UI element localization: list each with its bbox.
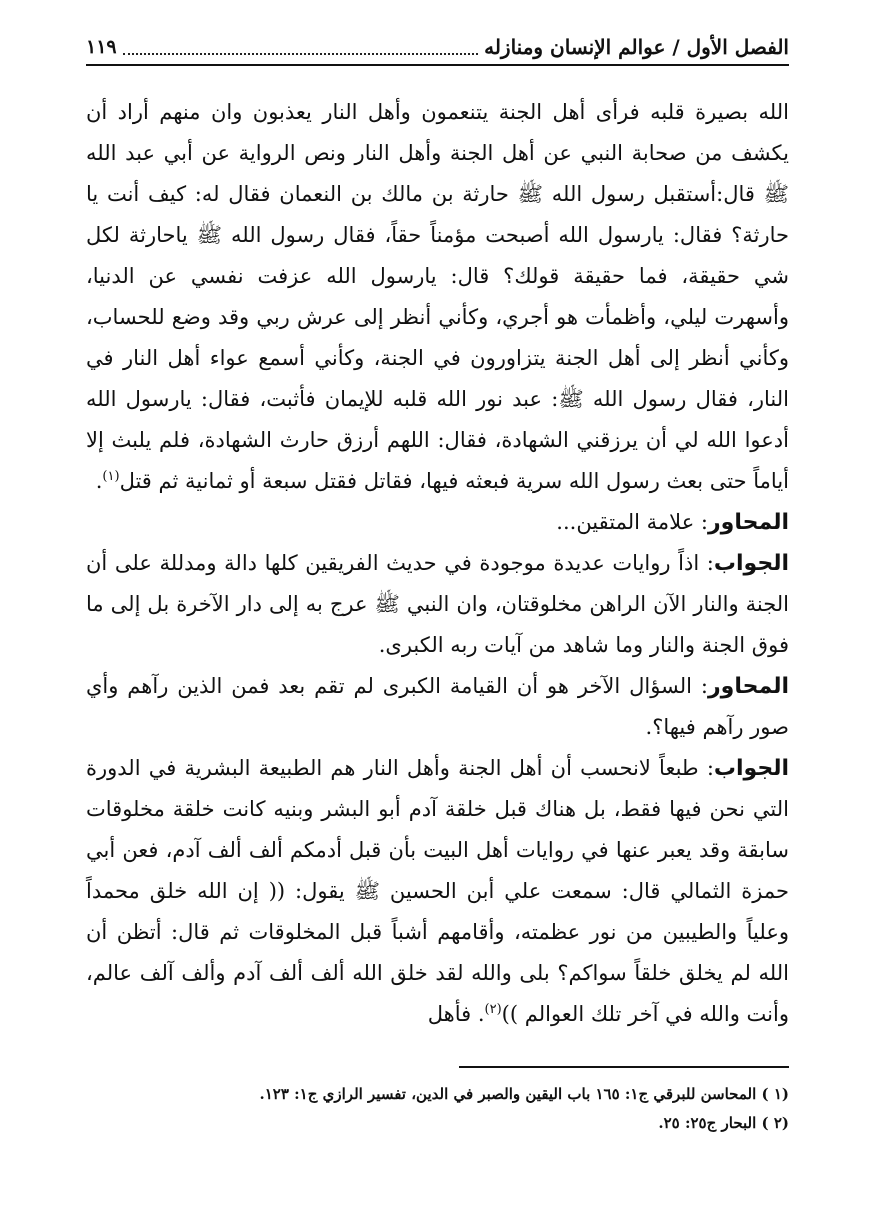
paragraph-tail: . فأهل [427,1002,485,1026]
speaker-label: الجواب [713,551,789,576]
paragraph-answer [86,748,789,1035]
paragraph-text: : السؤال الآخر هو أن القيامة الكبرى لم تقم بعد فمن الذين رآهم وأي صور رآهم فيها؟. [86,674,789,739]
footnote-2: (٢ ) البحار ج٢٥: ٢٥. [658,1114,789,1132]
footnote-ref-1: (١) [102,469,120,484]
paragraph-text: : طبعاً لانحسب أن أهل الجنة وأهل النار هم الطبيعة البشرية في الدورة التي نحن فيها فقط، بل هناك قبل خلقة آدم أبو البشر وبنيه كانت خلقة مخلوقات سابقة وقد يعبر عنها في روايات أهل البيت بأن قبل أدمكم ألف ألف آدم، فعن أبي حمزة الثمالي قال: سمعت علي أبن الحسين ﷺ يقول: (( إن الله خلق محمداً وعلياً والطيبين من نور عظمته، وأقامهم أشباً قبل المخلوقات ثم قال: أتظن أن الله لم يخلق خلقاً سواكم؟ بلى والله لقد خلق الله ألف ألف آدم وألف آلف عالم، وأنت والله في آخر تلك العوالم )) [86,756,789,1026]
footnote-ref-2: (٢) [484,1002,502,1017]
paragraph-text: : اذاً روايات عديدة موجودة في حديث الفريقين كلها دالة ومدللة على أن الجنة والنار الآن الراهن مخلوقتان، وان النبي ﷺ عرج به إلى دار الآخرة بل إلى ما فوق الجنة والنار وما شاهد من آيات ربه الكبرى. [86,551,789,657]
paragraph-text: : علامة المتقين... [556,510,708,534]
footnotes [86,1080,789,1138]
speaker-label: المحاور [707,510,789,535]
footnote-1: (١ ) المحاسن للبرقي ج١: ١٦٥ باب اليقين والصبر في الدين، تفسير الرازي ج١: ١٢٣. [259,1085,789,1103]
paragraph-answer [86,543,789,666]
paragraph-narration [86,92,789,502]
main-text [86,92,789,1035]
header-leader-dots [123,39,478,55]
paragraph-text: الله بصيرة قلبه فرأى أهل الجنة يتنعمون وأهل النار يعذبون وان منهم أراد أن يكشف من صحابة النبي عن أهل الجنة وأهل النار ونص الرواية عن أبي عبد الله ﷺ قال:أستقبل رسول الله ﷺ حارثة بن مالك بن النعمان فقال له: كيف أنت يا حارثة؟ فقال: يارسول الله أصبحت مؤمناً حقاً، فقال رسول الله ﷺ ياحارثة لكل شي حقيقة، فما حقيقة قولك؟ قال: يارسول الله عزفت نفسي عن الدنيا، وأسهرت ليلي، وأظمأت هو أجري، وكأني أنظر إلى عرش ربي وقد وضع للحساب، وكأني أنظر إلى أهل الجنة يتزاورون في الجنة، وكأني أسمع عواء أهل النار في النار، فقال رسول الله ﷺ: عبد نور الله قلبه للإيمان فأثبت، فقال: يارسول الله أدعوا الله لي أن يرزقني الشهادة، فقال: اللهم أرزق حارث الشهادة، فلم يلبث إلا أياماً حتى بعث رسول الله سرية فبعثه فيها، فقاتل فقتل سبعة أو ثمانية ثم قتل [86,100,789,493]
speaker-label: المحاور [707,674,789,699]
running-header [86,30,789,66]
paragraph-interviewer [86,666,789,748]
speaker-label: الجواب [713,756,789,781]
chapter-title: الفصل الأول / عوالم الإنسان ومنازله [484,35,789,59]
paragraph-interviewer [86,502,789,543]
footnote-divider [459,1066,789,1068]
paragraph-tail: . [95,469,103,493]
page-number: ١١٩ [86,36,117,58]
